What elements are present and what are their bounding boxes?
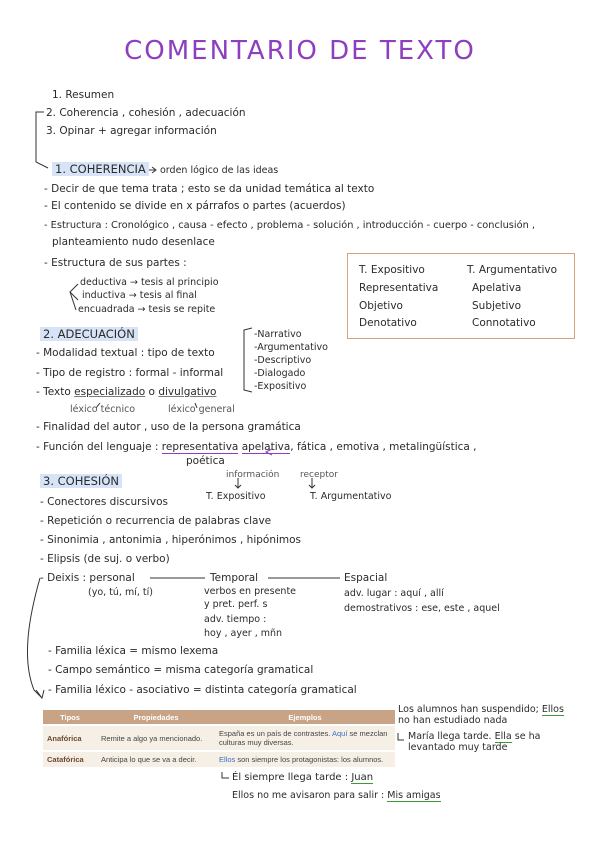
label-t-argumentativo: T. Argumentativo xyxy=(310,491,392,502)
cohesion-item-3: - Sinonimia , antonimia , hiperónimos , hipónimos xyxy=(40,534,302,546)
table-cell-tipo: Catafórica xyxy=(43,751,97,767)
table-cell-ejemplo: España es un país de contrastes. Aquí se mezclan culturas muy diversas. xyxy=(215,725,395,751)
coherencia-item-5: - Estructura de sus partes : xyxy=(44,257,187,269)
lexico-general: léxico general xyxy=(168,404,235,415)
example-1-line-1: Los alumnos han suspendido; Ellos xyxy=(398,704,564,715)
campo-semantico: - Campo semántico = misma categoría gramatical xyxy=(48,664,314,676)
section-coherencia-heading: 1. COHERENCIA xyxy=(52,163,149,176)
temporal-ex-2: y pret. perf. s xyxy=(204,599,268,610)
tipo-descriptivo: -Descriptivo xyxy=(254,355,312,366)
familia-asociativo: - Familia léxico - asociativo = distinta categoría gramatical xyxy=(48,684,357,696)
box-col1-row3: Objetivo xyxy=(359,300,403,312)
box-col1-row1: T. Expositivo xyxy=(359,264,425,276)
adecuacion-item-2: - Tipo de registro : formal - informal xyxy=(36,367,224,379)
intro-item-2: 2. Coherencia , cohesión , adecuación xyxy=(46,107,246,119)
table-row xyxy=(43,725,395,751)
cohesion-item-1: - Conectores discursivos xyxy=(40,496,168,508)
box-col2-row3: Subjetivo xyxy=(472,300,522,312)
parte-deductiva: deductiva → tesis al principio xyxy=(80,277,219,288)
parte-encuadrada: encuadrada → tesis se repite xyxy=(78,304,216,315)
coherencia-item-1: - Decir de que tema trata ; esto se da unidad temática al texto xyxy=(44,183,375,195)
tipo-dialogado: -Dialogado xyxy=(254,368,306,379)
table-cell-prop: Remite a algo ya mencionado. xyxy=(97,725,215,751)
comparison-box xyxy=(347,253,575,339)
temporal-ex-4: hoy , ayer , mñn xyxy=(204,628,283,639)
adecuacion-texto: - Texto especializado o divulgativo xyxy=(36,386,217,398)
example-4: Ellos no me avisaron para salir : Mis amigas xyxy=(232,790,441,801)
espacial-ex-1: adv. lugar : aquí , allí xyxy=(344,588,444,599)
adecuacion-funcion: - Función del lenguaje : representativa apelativa, fática , emotiva , metalingüística , xyxy=(36,441,477,453)
example-3: Él siempre llega tarde : Juan xyxy=(232,772,374,783)
table-row xyxy=(43,751,395,767)
example-1-line-2: no han estudiado nada xyxy=(398,715,508,726)
section-adecuacion-heading: 2. ADECUACIÓN xyxy=(40,328,138,341)
box-col1-row2: Representativa xyxy=(359,282,439,294)
cohesion-item-2: - Repetición o recurrencia de palabras clave xyxy=(40,515,272,527)
espacial-ex-2: demostrativos : ese, este , aquel xyxy=(344,603,500,614)
coherencia-item-4: planteamiento nudo desenlace xyxy=(52,236,215,248)
tipo-narrativo: -Narrativo xyxy=(254,329,302,340)
page-title: COMENTARIO DE TEXTO xyxy=(124,36,476,66)
cohesion-item-4: - Elipsis (de suj. o verbo) xyxy=(40,553,170,565)
tipo-expositivo: -Expositivo xyxy=(254,381,307,392)
table-header-ejemplos: Ejemplos xyxy=(215,710,395,725)
table-header-tipos: Tipos xyxy=(43,710,97,725)
section-cohesion-heading: 3. COHESIÓN xyxy=(40,475,122,488)
intro-item-3: 3. Opinar + agregar información xyxy=(46,125,217,137)
coherencia-item-3: - Estructura : Cronológico , causa - efecto , problema - solución , introducción - cuerpo - conclusión , xyxy=(44,220,536,231)
box-col2-row2: Apelativa xyxy=(472,282,522,294)
funcion-poetica: poética xyxy=(186,455,225,467)
box-col1-row4: Denotativo xyxy=(359,317,417,329)
label-receptor: receptor xyxy=(300,470,338,480)
table-cell-tipo: Anafórica xyxy=(43,725,97,751)
coherencia-item-2: - El contenido se divide en x párrafos o partes (acuerdos) xyxy=(44,200,346,212)
table-cell-prop: Anticipa lo que se va a decir. xyxy=(97,751,215,767)
coherencia-note: orden lógico de las ideas xyxy=(160,165,279,176)
lexico-tecnico: léxico técnico xyxy=(70,404,136,415)
deixis-temporal: Temporal xyxy=(210,572,259,584)
parte-inductiva: inductiva → tesis al final xyxy=(82,290,197,301)
box-col2-row1: T. Argumentativo xyxy=(467,264,558,276)
temporal-ex-1: verbos en presente xyxy=(204,586,297,597)
adecuacion-item-1: - Modalidad textual : tipo de texto xyxy=(36,347,215,359)
label-informacion: información xyxy=(226,470,280,480)
tipo-argumentativo: -Argumentativo xyxy=(254,342,328,353)
label-t-expositivo: T. Expositivo xyxy=(206,491,266,502)
table-header-propiedades: Propiedades xyxy=(97,710,215,725)
deixis-espacial: Espacial xyxy=(344,572,388,584)
example-2-line-1: María llega tarde. Ella se ha levantado muy tarde xyxy=(408,731,541,753)
familia-lexica: - Familia léxica = mismo lexema xyxy=(48,645,219,657)
adecuacion-finalidad: - Finalidad del autor , uso de la persona gramática xyxy=(36,421,301,433)
box-col2-row4: Connotativo xyxy=(472,317,536,329)
table-cell-ejemplo: Ellos son siempre los protagonistas: los alumnos. xyxy=(215,751,395,767)
anaphora-table xyxy=(43,710,395,767)
temporal-ex-3: adv. tiempo : xyxy=(204,614,267,625)
intro-item-1: 1. Resumen xyxy=(52,89,115,101)
deixis-personal-examples: (yo, tú, mí, tí) xyxy=(88,587,153,598)
deixis-label: - Deixis : personal xyxy=(40,572,135,584)
